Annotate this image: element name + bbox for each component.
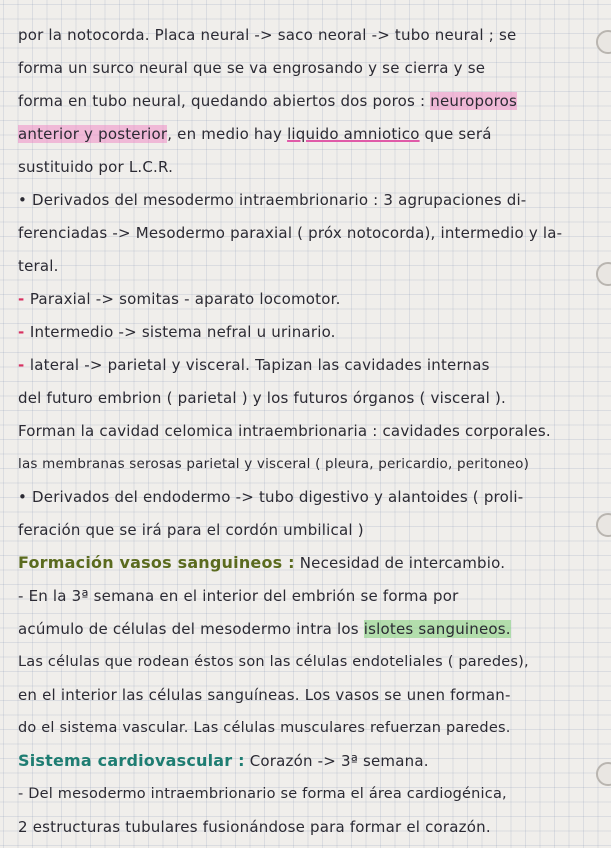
heading-sistema-cardiovascular: Sistema cardiovascular : xyxy=(18,751,245,770)
binder-ring xyxy=(596,762,611,786)
text-line: las membranas serosas parietal y visceral ( pleura, pericardio, peritoneo) xyxy=(18,456,530,472)
highlight-neuroporos: neuroporos xyxy=(430,92,518,110)
red-dash-bullet: - xyxy=(18,290,30,308)
text-line: del futuro embrion ( parietal ) y los futuros órganos ( visceral ). xyxy=(18,389,506,407)
binder-ring xyxy=(596,262,611,286)
text-line: • Derivados del endodermo -> tubo digestivo y alantoides ( proli- xyxy=(18,488,524,506)
text-line: forma un surco neural que se va engrosando y se cierra y se xyxy=(18,59,486,77)
text-line: en el interior las células sanguíneas. Los vasos se unen forman- xyxy=(18,686,511,704)
binder-ring xyxy=(596,513,611,537)
text-line: forma en tubo neural, quedando abiertos dos poros : neuroporos xyxy=(18,92,518,110)
text-line: feración que se irá para el cordón umbilical ) xyxy=(18,521,364,539)
text-line: Las células que rodean éstos son las células endoteliales ( paredes), xyxy=(18,654,529,670)
highlight-islotes-sanguineos: islotes sanguineos. xyxy=(363,620,511,638)
text-line: teral. xyxy=(18,257,59,275)
text-line: - Intermedio -> sistema nefral u urinario. xyxy=(18,323,336,341)
text-line: 2 estructuras tubulares fusionándose para formar el corazón. xyxy=(18,818,491,836)
red-dash-bullet: - xyxy=(18,356,30,374)
text-line: Forman la cavidad celomica intraembrionaria : cavidades corporales. xyxy=(18,422,551,440)
text-line: - Del mesodermo intraembrionario se forma el área cardiogénica, xyxy=(18,786,507,802)
text-line: - Paraxial -> somitas - aparato locomotor. xyxy=(18,290,341,308)
heading-formacion-vasos: Formación vasos sanguineos : xyxy=(18,553,295,572)
section-heading-line: Formación vasos sanguineos : Necesidad de intercambio. xyxy=(18,553,506,572)
text-line: anterior y posterior, en medio hay liquido amniotico que será xyxy=(18,125,492,143)
text-line: do el sistema vascular. Las células musculares refuerzan paredes. xyxy=(18,720,511,736)
text-line: - lateral -> parietal y visceral. Tapizan las cavidades internas xyxy=(18,356,490,374)
text-line: - En la 3ª semana en el interior del embrión se forma por xyxy=(18,587,459,605)
text-line: • Derivados del mesodermo intraembrionario : 3 agrupaciones di- xyxy=(18,191,527,209)
binder-ring xyxy=(596,30,611,54)
underline-liquido-amniotico: liquido amniotico xyxy=(287,125,420,143)
text-line: ferenciadas -> Mesodermo paraxial ( próx notocorda), intermedio y la- xyxy=(18,224,563,242)
text-line: por la notocorda. Placa neural -> saco neoral -> tubo neural ; se xyxy=(18,26,517,44)
red-dash-bullet: - xyxy=(18,323,30,341)
text-line: sustituido por L.C.R. xyxy=(18,158,174,176)
section-heading-line: Sistema cardiovascular : Corazón -> 3ª semana. xyxy=(18,751,429,770)
highlight-anterior-posterior: anterior y posterior xyxy=(18,125,168,143)
text-line: acúmulo de células del mesodermo intra los islotes sanguineos. xyxy=(18,620,511,638)
